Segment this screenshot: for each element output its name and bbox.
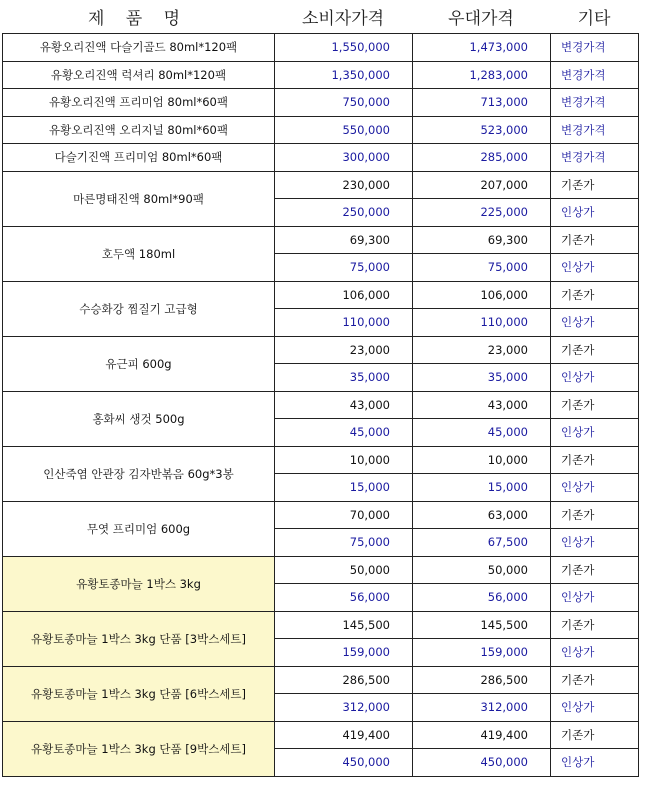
consumer-price: 419,400 xyxy=(275,721,413,749)
consumer-price: 550,000 xyxy=(275,116,413,144)
price-note: 인상가 xyxy=(551,639,639,667)
consumer-price: 1,550,000 xyxy=(275,34,413,62)
special-price: 225,000 xyxy=(413,199,551,227)
special-price: 286,500 xyxy=(413,666,551,694)
header-special-price: 우대가격 xyxy=(448,9,514,29)
consumer-price: 50,000 xyxy=(275,556,413,584)
product-name: 홍화씨 생것 500g xyxy=(3,391,275,446)
table-row xyxy=(3,666,639,694)
price-note: 기존가 xyxy=(551,171,639,199)
product-name: 유근피 600g xyxy=(3,336,275,391)
special-price: 10,000 xyxy=(413,446,551,474)
product-name: 유황오리진액 럭셔리 80ml*120팩 xyxy=(3,61,275,89)
price-note: 기존가 xyxy=(551,336,639,364)
price-note: 기존가 xyxy=(551,391,639,419)
table-row xyxy=(3,611,639,639)
consumer-price: 312,000 xyxy=(275,694,413,722)
consumer-price: 106,000 xyxy=(275,281,413,309)
consumer-price: 45,000 xyxy=(275,419,413,447)
price-note: 변경가격 xyxy=(551,89,639,117)
consumer-price: 70,000 xyxy=(275,501,413,529)
consumer-price: 450,000 xyxy=(275,749,413,777)
product-name: 호두액 180ml xyxy=(3,226,275,281)
consumer-price: 110,000 xyxy=(275,309,413,337)
header-other: 기타 xyxy=(577,9,611,29)
table-row xyxy=(3,721,639,749)
price-note: 인상가 xyxy=(551,419,639,447)
consumer-price: 250,000 xyxy=(275,199,413,227)
price-note: 기존가 xyxy=(551,666,639,694)
special-price: 450,000 xyxy=(413,749,551,777)
table-row xyxy=(3,171,639,199)
special-price: 145,500 xyxy=(413,611,551,639)
price-note: 기존가 xyxy=(551,611,639,639)
table-row xyxy=(3,556,639,584)
product-name: 유황토종마늘 1박스 3kg 단품 [3박스세트] xyxy=(3,611,275,666)
special-price: 67,500 xyxy=(413,529,551,557)
table-row xyxy=(3,281,639,309)
price-list xyxy=(2,0,638,777)
price-note: 인상가 xyxy=(551,364,639,392)
consumer-price: 230,000 xyxy=(275,171,413,199)
product-name: 유황오리진액 오리지널 80ml*60팩 xyxy=(3,116,275,144)
product-name: 유황토종마늘 1박스 3kg xyxy=(3,556,275,611)
table-row xyxy=(3,226,639,254)
price-note: 인상가 xyxy=(551,254,639,282)
special-price: 69,300 xyxy=(413,226,551,254)
price-note: 인상가 xyxy=(551,199,639,227)
special-price: 50,000 xyxy=(413,556,551,584)
consumer-price: 35,000 xyxy=(275,364,413,392)
special-price: 56,000 xyxy=(413,584,551,612)
product-name: 유황토종마늘 1박스 3kg 단품 [6박스세트] xyxy=(3,666,275,721)
price-note: 인상가 xyxy=(551,749,639,777)
consumer-price: 300,000 xyxy=(275,144,413,172)
consumer-price: 56,000 xyxy=(275,584,413,612)
price-note: 변경가격 xyxy=(551,144,639,172)
header-consumer-price: 소비자가격 xyxy=(301,9,385,29)
price-table xyxy=(2,33,639,777)
price-note: 변경가격 xyxy=(551,34,639,62)
special-price: 43,000 xyxy=(413,391,551,419)
special-price: 23,000 xyxy=(413,336,551,364)
price-note: 기존가 xyxy=(551,721,639,749)
consumer-price: 145,500 xyxy=(275,611,413,639)
price-note: 기존가 xyxy=(551,226,639,254)
consumer-price: 75,000 xyxy=(275,529,413,557)
table-row xyxy=(3,336,639,364)
product-name: 유황오리진액 다슬기골드 80ml*120팩 xyxy=(3,34,275,62)
consumer-price: 750,000 xyxy=(275,89,413,117)
special-price: 45,000 xyxy=(413,419,551,447)
product-name: 유황오리진액 프리미엄 80ml*60팩 xyxy=(3,89,275,117)
price-note: 인상가 xyxy=(551,584,639,612)
price-note: 인상가 xyxy=(551,694,639,722)
consumer-price: 286,500 xyxy=(275,666,413,694)
consumer-price: 75,000 xyxy=(275,254,413,282)
consumer-price: 69,300 xyxy=(275,226,413,254)
product-name: 마른명태진액 80ml*90팩 xyxy=(3,171,275,226)
header-product-name: 제 품 명 xyxy=(87,9,189,29)
special-price: 63,000 xyxy=(413,501,551,529)
table-row xyxy=(3,34,639,62)
consumer-price: 23,000 xyxy=(275,336,413,364)
product-name: 유황토종마늘 1박스 3kg 단품 [9박스세트] xyxy=(3,721,275,776)
special-price: 110,000 xyxy=(413,309,551,337)
price-note: 변경가격 xyxy=(551,116,639,144)
special-price: 523,000 xyxy=(413,116,551,144)
price-note: 기존가 xyxy=(551,446,639,474)
special-price: 159,000 xyxy=(413,639,551,667)
price-note: 기존가 xyxy=(551,556,639,584)
special-price: 75,000 xyxy=(413,254,551,282)
table-header xyxy=(2,0,638,33)
table-row xyxy=(3,446,639,474)
product-name: 인산죽염 안관장 김자반볶음 60g*3봉 xyxy=(3,446,275,501)
table-row xyxy=(3,116,639,144)
table-row xyxy=(3,391,639,419)
special-price: 1,283,000 xyxy=(413,61,551,89)
price-note: 기존가 xyxy=(551,281,639,309)
consumer-price: 1,350,000 xyxy=(275,61,413,89)
special-price: 15,000 xyxy=(413,474,551,502)
table-row xyxy=(3,144,639,172)
product-name: 다슬기진액 프리미엄 80ml*60팩 xyxy=(3,144,275,172)
special-price: 35,000 xyxy=(413,364,551,392)
special-price: 1,473,000 xyxy=(413,34,551,62)
special-price: 713,000 xyxy=(413,89,551,117)
table-row xyxy=(3,61,639,89)
special-price: 419,400 xyxy=(413,721,551,749)
special-price: 106,000 xyxy=(413,281,551,309)
special-price: 312,000 xyxy=(413,694,551,722)
special-price: 285,000 xyxy=(413,144,551,172)
price-note: 인상가 xyxy=(551,529,639,557)
price-note: 변경가격 xyxy=(551,61,639,89)
price-note: 기존가 xyxy=(551,501,639,529)
special-price: 207,000 xyxy=(413,171,551,199)
table-row xyxy=(3,501,639,529)
consumer-price: 43,000 xyxy=(275,391,413,419)
consumer-price: 10,000 xyxy=(275,446,413,474)
price-note: 인상가 xyxy=(551,309,639,337)
consumer-price: 159,000 xyxy=(275,639,413,667)
consumer-price: 15,000 xyxy=(275,474,413,502)
table-row xyxy=(3,89,639,117)
product-name: 수승화강 찜질기 고급형 xyxy=(3,281,275,336)
price-note: 인상가 xyxy=(551,474,639,502)
product-name: 무엿 프리미엄 600g xyxy=(3,501,275,556)
